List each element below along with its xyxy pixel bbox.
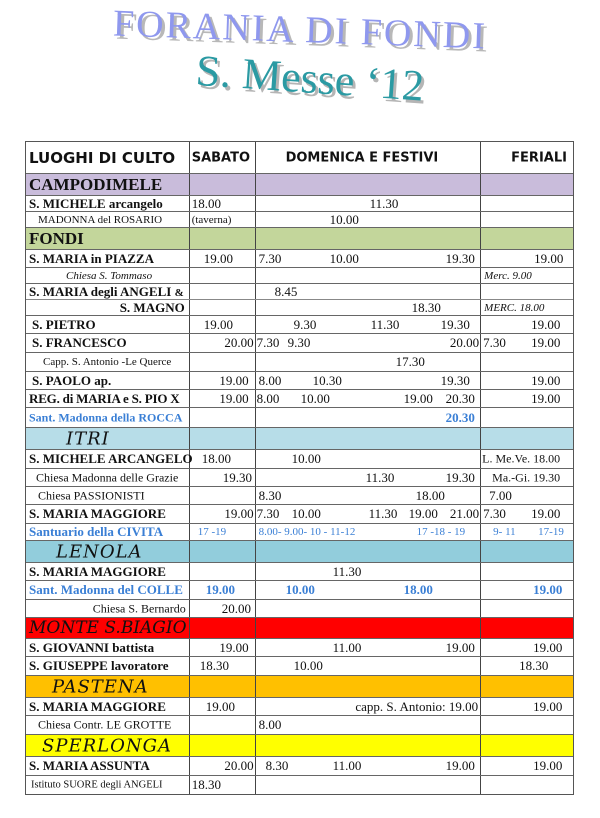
place-name: S. MICHELE ARCANGELO [29,451,193,466]
feriali-time: 19.00 [531,372,561,388]
place-name: MADONNA del ROSARIO [38,213,163,226]
domenica-time: 18.00 [415,487,445,503]
sabato-time: 18.00 [201,451,231,466]
table-row [26,580,573,599]
feriali-time: 9- 11 [493,526,516,538]
place-name: S. MICHELE arcangelo [29,195,163,211]
domenica-time: 8.00- 9.00- 10 - 11-12 [258,526,356,538]
sabato-time: 19.00 [219,639,249,655]
table-row [26,299,573,315]
domenica-time: 19.30 [445,250,475,266]
sabato-time: 19.00 [203,316,233,332]
place-name: S. GIOVANNI battista [29,639,155,655]
feriali-time: 19.00 [531,506,561,521]
domenica-time: 19.00 [403,390,433,406]
title-messe: S. Messe ‘12 [194,45,426,111]
domenica-time: 11.30 [332,563,362,579]
place-name: Istituto SUORE degli ANGELI [31,779,163,791]
sabato-time: 18.30 [199,658,229,673]
domenica-time: 10.00 [329,211,359,227]
table-row [26,315,573,333]
section-row-itri [26,427,573,449]
domenica-time: 11.30 [370,316,400,332]
place-name: S. PIETRO [32,316,96,332]
place-name: S. MARIA MAGGIORE [29,506,166,521]
domenica-time: 17 -18 - 19 [416,526,466,538]
domenica-time: 10.00 [293,658,323,673]
domenica-time: 19.30 [440,372,470,388]
domenica-time: 10.00 [291,451,321,466]
table-row [26,562,573,580]
section-title: LENOLA [56,541,143,562]
sabato-time: 20.00 [224,758,254,773]
feriali-time: 19.00 [534,250,564,266]
title-forania: FORANIA DI FONDI [112,2,488,58]
table-row [26,407,573,427]
feriali-time: 19.00 [533,582,563,597]
domenica-time: 11.30 [368,506,398,521]
feriali-time: 7.30 [483,506,506,521]
sabato-time: 19.00 [205,582,235,597]
place-name: Chiesa PASSIONISTI [38,488,145,502]
sabato-time: 19.00 [219,372,249,388]
place-name: S. MARIA MAGGIORE [29,563,166,579]
feriali-time: 19.00 [533,698,563,714]
domenica-time: 8.00 [256,390,280,406]
sabato-time: 18.00 [191,195,221,211]
place-name: REG. di MARIA e S. PIO X [29,390,180,406]
feriali-time: Merc. 9.00 [484,269,532,282]
place-name: S. GIUSEPPE lavoratore [29,658,169,673]
domenica-time: 10.00 [329,250,359,266]
feriali-time: 19.00 [531,335,561,350]
feriali-time: Ma.-Gi. 19.30 [492,470,561,484]
mass-schedule-table [25,141,574,795]
domenica-time: 11.00 [332,758,362,773]
table-row [26,249,573,267]
domenica-time: 10.00 [285,582,315,597]
domenica-time: 9.30 [287,335,311,350]
table-row [26,195,573,211]
sabato-time: 20.00 [221,600,251,616]
sabato-time: 19.00 [219,390,249,406]
domenica-time: 10.00 [291,506,321,521]
place-name: Santuario della CIVITA [29,524,164,539]
col-header-sabato: SABATO [191,150,251,165]
place-name: Sant. Madonna del COLLE [29,582,183,597]
table-row [26,638,573,656]
domenica-time: 18.30 [411,299,441,315]
domenica-time: capp. S. Antonio: 19.00 [355,698,479,714]
table-row [26,756,573,775]
table-row [26,523,573,540]
place-name: S. MARIA in PIAZZA [29,250,154,266]
table-row [26,283,573,299]
col-header-luoghi: LUOGHI DI CULTO [29,148,176,167]
section-row-pastena [26,675,573,697]
table-row [26,267,573,283]
section-title: CAMPODIMELE [29,174,163,194]
domenica-time: 19.00 [408,506,438,521]
feriali-time: 19.00 [533,758,563,773]
sabato-time: 19.00 [224,506,254,521]
section-title: PASTENA [52,676,149,697]
sabato-time: (taverna) [191,213,232,226]
domenica-time: 7.30 [258,250,282,266]
place-name: Chiesa S. Bernardo [92,601,186,615]
table-row [26,715,573,734]
table-row [26,449,573,468]
table-row [26,599,573,617]
table-row [26,656,573,675]
feriali-time: 18.30 [519,658,549,673]
place-name: S. MAGNO [119,299,185,315]
domenica-time: 11.30 [365,469,395,485]
feriali-time: 19.00 [531,390,561,406]
sabato-time: 19.00 [203,250,233,266]
table-header-row [26,142,573,173]
section-row-monte-s-biagio [26,617,573,638]
place-name: Chiesa S. Tommaso [66,269,153,282]
place-name: Chiesa Madonna delle Grazie [36,470,179,484]
domenica-time: 18.00 [403,582,433,597]
section-title: SPERLONGA [42,735,172,756]
domenica-time: 21.00 [449,506,480,521]
domenica-time: 11.30 [369,195,399,211]
sabato-time: 18.30 [191,777,221,792]
sabato-time: 19.00 [205,698,235,714]
domenica-time: 10.30 [312,372,342,388]
section-row-campodimele [26,173,573,195]
place-name: S. MARIA MAGGIORE [29,698,166,714]
col-header-domenica: DOMENICA E FESTIVI [285,150,439,165]
table-row [26,352,573,371]
domenica-time: 20.30 [445,390,475,406]
feriali-time: 7.30 [483,335,506,350]
table-row [26,333,573,352]
domenica-time: 19.30 [445,469,475,485]
col-header-feriali: FERIALI [511,150,567,165]
place-name: S. PAOLO ap. [32,372,112,388]
sabato-time: 19.30 [222,469,252,485]
place-name: Chiesa Contr. LE GROTTE [38,717,172,732]
domenica-time: 11.00 [332,639,362,655]
domenica-time: 20.30 [445,409,475,425]
domenica-time: 9.30 [293,316,317,332]
place-name: S. FRANCESCO [32,335,127,350]
table-row [26,468,573,486]
domenica-time: 7.30 [256,335,280,350]
domenica-time: 8.00 [258,372,282,388]
table-row [26,504,573,523]
sabato-time: 20.00 [224,335,254,350]
table-row [26,371,573,389]
feriali-time: 19.00 [533,639,563,655]
domenica-time: 8.45 [274,283,298,299]
section-title: MONTE S.BIAGIO [29,618,187,638]
table-row [26,697,573,715]
sabato-time: 17 -19 [197,526,227,538]
feriali-time: MERC. 18.00 [484,301,545,314]
place-name: Sant. Madonna della ROCCA [29,410,183,424]
table-row [26,211,573,227]
domenica-time: 19.00 [445,758,475,773]
domenica-time: 10.00 [300,390,330,406]
domenica-time: 19.30 [440,316,470,332]
domenica-time: 8.30 [258,487,282,503]
section-row-lenola [26,540,573,562]
section-title: ITRI [66,428,110,449]
table-row [26,775,573,794]
table-row [26,389,573,407]
domenica-time: 8.00 [258,717,282,732]
feriali-time: 7.00 [489,487,512,503]
domenica-time: 17.30 [395,354,425,369]
domenica-time: 8.30 [265,758,289,773]
table-row [26,486,573,504]
section-row-fondi [26,227,573,249]
place-name: S. MARIA ASSUNTA [29,758,150,773]
feriali-time: 19.00 [531,316,561,332]
section-row-sperlonga [26,734,573,756]
section-title: FONDI [29,228,84,248]
place-name: S. MARIA degli ANGELI & [29,283,184,299]
domenica-time: 19.00 [445,639,475,655]
domenica-time: 7.30 [256,506,280,521]
feriali-time: 17-19 [538,526,564,538]
feriali-time: L. Me.Ve. 18.00 [482,451,561,466]
place-name: Capp. S. Antonio -Le Querce [43,356,172,368]
domenica-time: 20.00 [449,335,480,350]
